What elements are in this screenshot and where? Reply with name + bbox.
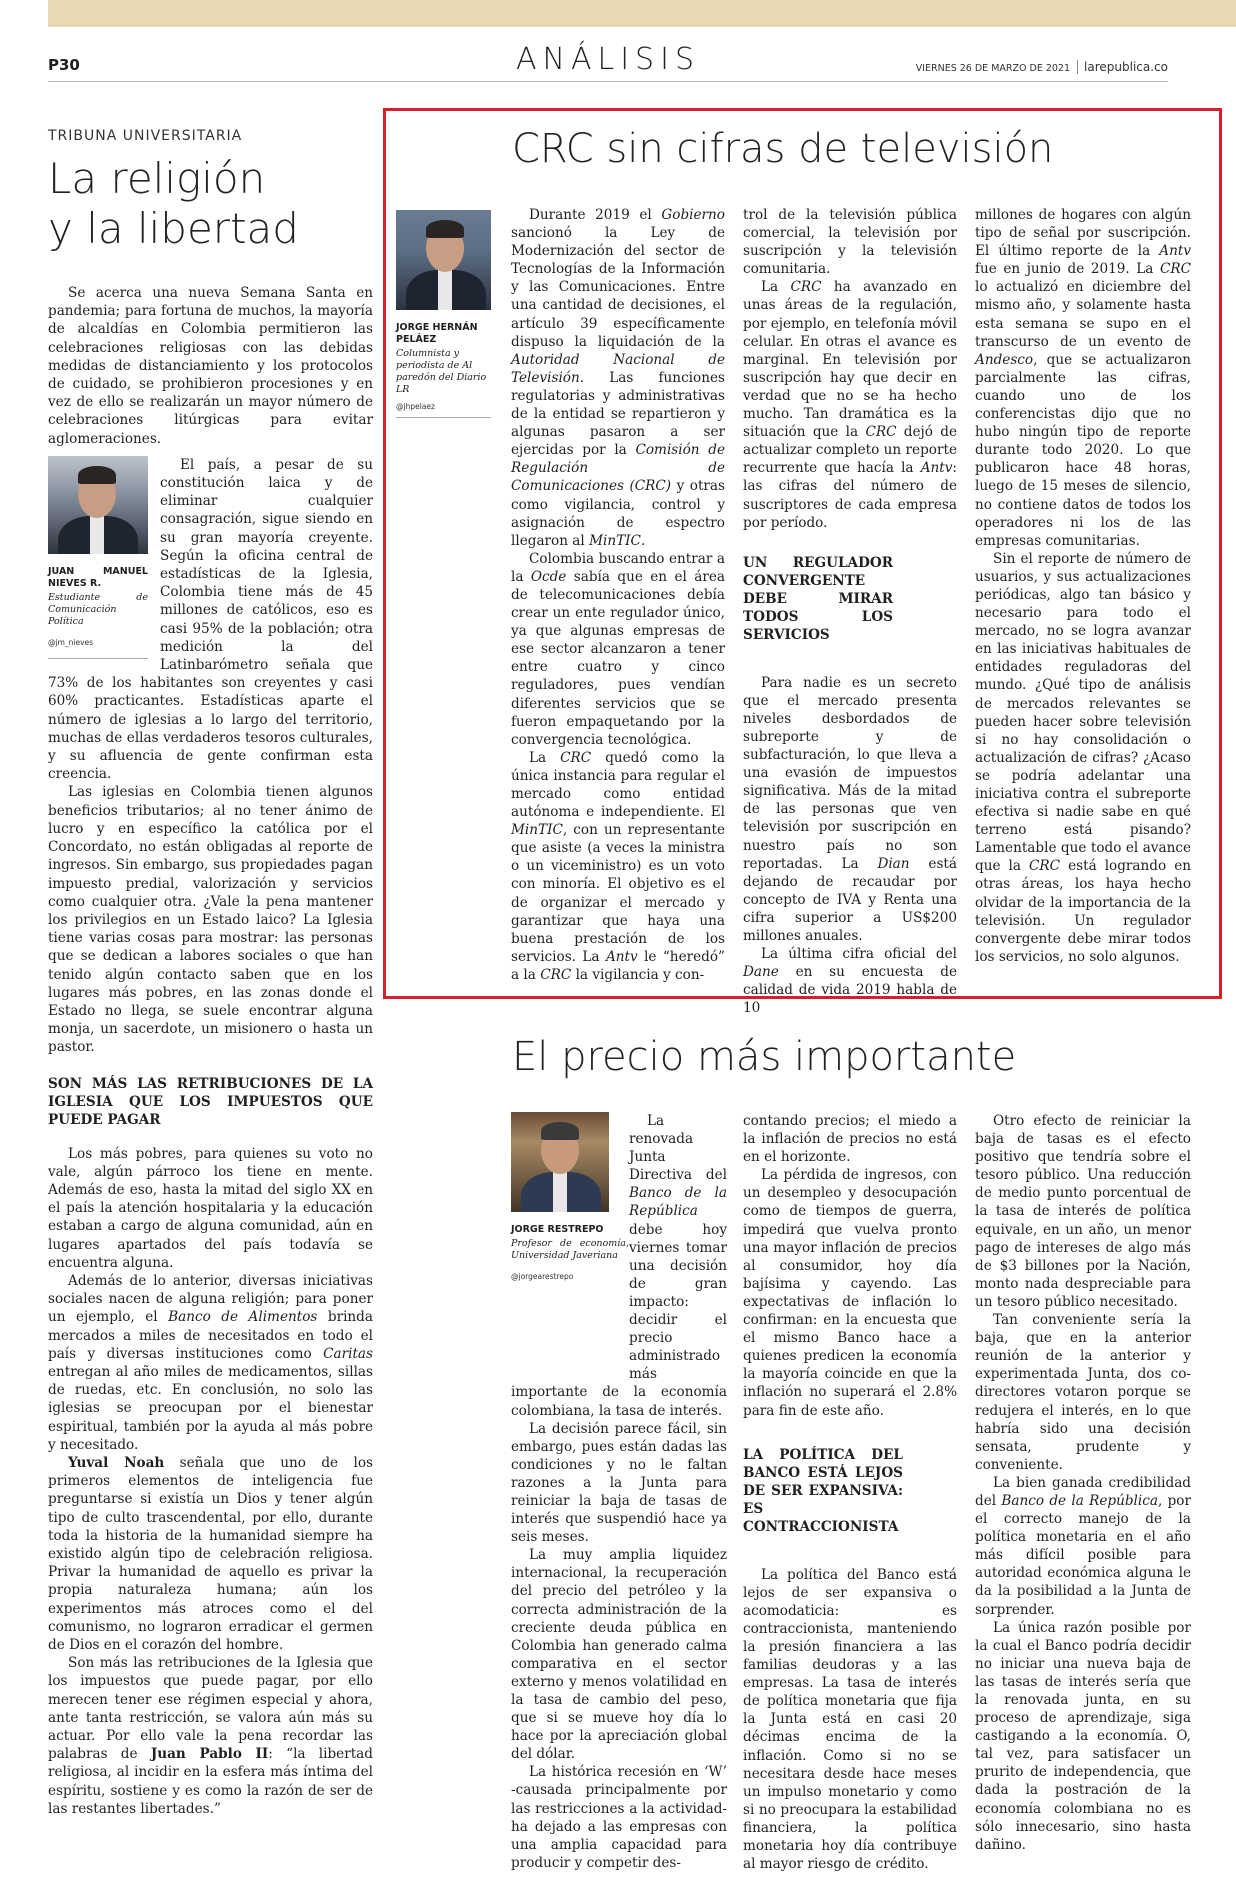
site-link[interactable]: larepublica.co — [1077, 60, 1168, 74]
author-box — [48, 456, 148, 659]
paragraph: Se acerca una nueva Semana Santa en pandemia; para fortuna de muchos, la mayoría de alcaldías en Colombia permitieron las celebraciones religiosas con las debidas medidas de distanciamiento y los protocolos de cuidado, se prohibieron procesiones y en vez de ello se realizarán un mayor número de celebraciones litúrgicas para evitar aglomeraciones. — [48, 285, 373, 447]
author-name: JUAN MANUEL NIEVES R. — [48, 565, 148, 589]
author-photo — [511, 1112, 609, 1212]
paragraph: La única razón posible por la cual el Banco podría decidir no iniciar una nueva baja de las tasas de interés sería que la renovada junta, en su proceso de aprendizaje, siga castigando a la economía. O, tal vez, para satisfacer un prurito de independencia, que dada la postración de la economía colombiana no es sólo innecesario, sino hasta dañino. — [975, 1619, 1191, 1853]
paragraph: Colombia buscando entrar a la Ocde sabía que en el área de telecomunicaciones debía crear un ente regulador único, ya que algunas empresas de ese sector alcanzaron a tener entre cuatro y cinco reguladores, pues vendían diferentes servicios que se fueron empaquetando por la convergencia tecnológica. — [511, 550, 725, 748]
title-line: y la libertad — [48, 204, 299, 253]
crc-column-2 — [743, 206, 957, 1017]
paragraph: Sin el reporte de número de usuarios, y sus actualizaciones periódicas, algo tan básico y necesario para todo el mercado, no se logra avanzar en las iniciativas habituales de entidades reguladoras del mundo. ¿Qué tipo de análisis de mercados relevantes se pueden hacer sobre televisión si no hay consolidación o actualización de cifras? ¿Acaso se podría adelantar una iniciativa contra el subreporte efectiva si nadie sabe en qué terreno está pisando? Lamentable que todo el avance que la CRC está logrando en otras áreas, los haya hecho olvidar de la importancia de la televisión. Un regulador convergente debe mirar todos los servicios, no solo algunos. — [975, 550, 1191, 965]
paragraph: La muy amplia liquidez internacional, la recuperación del precio del petróleo y la correcta administración de la creciente deuda pública en Colombia han generado calma comparativa en el sector externo y menos volatilidad en la tasa de cambio del peso, que si se mueve hoy día lo hace por la apreciación global del dólar. — [511, 1547, 727, 1763]
subheading: UN REGULADOR CONVERGENTE DEBE MIRAR TODOS LOS SERVICIOS — [743, 554, 893, 643]
paragraph: Son más las retribuciones de la Iglesia que los impuestos que puede pagar, por ello merecen tener ese régimen especial y ahora, ante tanta restricción, se valora aún más su actuar. Por ello vale la pena recordar las palabras de Juan Pablo II: “la libertad religiosa, al incidir en la esfera más íntima del espíritu, sostiene y es como la razón de ser de las restantes libertades.” — [48, 1655, 373, 1817]
crc-column-3 — [975, 206, 1191, 966]
article-title-crc: CRC sin cifras de televisión — [512, 126, 1054, 172]
paragraph: millones de hogares con algún tipo de señal por suscripción. El último reporte de la Antv fue en junio de 2019. La CRC lo actualizó en diciembre del mismo año, y solamente hasta esta semana se supo en el transcurso de un evento de Andesco, que se actualizaron parcialmente las cifras, cuando uno de los conferencistas dijo que no hubo ningún tipo de reporte durante todo 2020. Lo que publicaron hace 48 horas, luego de 15 meses de silencio, no contiene datos de todos los operadores ni los de las empresas comunitarias. — [975, 207, 1191, 549]
precio-column-1 — [511, 1112, 727, 1872]
author-box-precio — [511, 1112, 629, 1380]
author-handle[interactable]: @jorgearestrepo — [511, 1272, 574, 1281]
paragraph: La bien ganada credibilidad del Banco de la República, por el correcto manejo de la política monetaria en el año más difícil posible para autoridad económica alguna le da la posibilidad a la Junta de sorprender. — [975, 1474, 1191, 1618]
author-box-crc — [396, 210, 491, 418]
article-kicker: TRIBUNA UNIVERSITARIA — [48, 128, 243, 144]
paragraph: Durante 2019 el Gobierno sancionó la Ley de Modernización del sector de Tecnologías de la Información y las Comunicaciones. Entre una cantidad de decisiones, el artículo 39 específicamente dispuso la liquidación de la Autoridad Nacional de Televisión. Las funciones regulatorias y administrativas de la entidad se repartieron y algunas pasaron a ser ejercidas por la Comisión de Regulación de Comunicaciones (CRC) y otras como vigilancia, control y asignación de espectro llegaron al MinTIC. — [511, 207, 725, 549]
author-handle[interactable]: @jhpelaez — [396, 402, 435, 411]
paragraph: Yuval Noah señala que uno de los primeros elementos de inteligencia fue preguntarse si existía un Dios y tener algún tipo de culto trascendental, por ello, durante toda la historia de la humanidad siempre ha existido algún tipo de celebración religiosa. Privar la humanidad de aquello es privar la propia naturaleza humana; aún los experimentos más atroces como el del comunismo, no lograron erradicar el germen de Dios en el corazón del hombre. — [48, 1454, 373, 1654]
precio-column-2 — [743, 1112, 957, 1873]
paragraph: Los más pobres, para quienes su voto no vale, algún párroco los tiene en mente. Además de eso, hasta la mitad del siglo XX en el país la atención hospitalaria y la educación estaban a cargo de alguna comunidad, aún en lugares apartados del país todavía se encuentra alguna. — [48, 1145, 373, 1271]
article-religion — [48, 128, 373, 1818]
paragraph: La histórica recesión en ‘W’ -causada principalmente por las restricciones a la actividad- ha dejado a las empresas con una amplia capacidad para producir y competir des- — [511, 1764, 727, 1871]
author-role: Profesor de economía, Universidad Javeriana — [511, 1238, 629, 1261]
paragraph: Para nadie es un secreto que el mercado presenta niveles desbordados de subreporte y de subfacturación, lo que lleva a una evasión de impuestos significativa. Más de la mitad de las personas que ven televisión por suscripción en nuestro país no son reportadas. La Dian está dejando de recaudar por concepto de IVA y Renta una cifra superior a US$200 millones anuales. — [743, 674, 957, 944]
paragraph: La CRC ha avanzado en unas áreas de la regulación, por ejemplo, en telefonía móvil celular. En otras el avance es marginal. En televisión por suscripción hay que decir en verdad que no se ha hecho mucho. Tan dramática es la situación que la CRC dejó de actualizar completo un reporte recurrente que hacía la Antv: las cifras del número de suscriptores de cada empresa por período. — [743, 279, 958, 531]
dateline — [916, 60, 1168, 74]
article-title-precio: El precio más importante — [512, 1034, 1017, 1080]
paragraph: contando precios; el miedo a la inflación de precios no está en el horizonte. — [743, 1113, 957, 1166]
paragraph: trol de la televisión pública comercial, la televisión por suscripción y la televisión comunitaria. — [743, 207, 957, 278]
author-photo — [48, 456, 148, 554]
paragraph: La CRC quedó como la única instancia para regular el mercado como entidad autónoma e independiente. El MinTIC, con un representante que asiste (a veces la ministra o un viceministro) es un voto con minoría. El objetivo es el de organizar el mercado y garantizar que haya una buena prestación de los servicios. La Antv le “heredó” a la CRC la vigilancia y con- — [511, 749, 725, 983]
subheading: SON MÁS LAS RETRIBUCIONES DE LA IGLESIA QUE LOS IMPUESTOS QUE PUEDE PAGAR — [48, 1075, 373, 1128]
paragraph: Otro efecto de reiniciar la baja de tasas es el efecto positivo que tendría sobre el tesoro público. Una reducción de medio punto porcentual de la tasa de interés de política equivale, en un año, un menor pago de intereses de algo más de $3 billones por la Nación, monto nada despreciable para un tesoro público necesitado. — [975, 1113, 1191, 1310]
author-photo — [396, 210, 491, 310]
page-header — [48, 42, 1168, 82]
paragraph: El país, a pesar de su constitución laica y de eliminar cualquier consagración, sigue siendo en su gran mayoría creyente. Según la oficina central de estadísticas de la Iglesia, Colombia tiene más de 45 millones de católicos, eso es casi 95% de la población; otra medición la del Latinbarómetro señala que 73% de los habitantes son creyentes y casi 60% practicantes. Estadísticas aparte el número de iglesias a lo largo del territorio, muchas de ellas verdaderos tesoros culturales, y su afluencia de gente confirman esta creencia. — [48, 456, 373, 783]
page-number: P30 — [48, 56, 80, 74]
paragraph: Tan conveniente sería la baja, que en la anterior reunión de la anterior y experimentada Junta, dos co-directores votaron porque se redujera el interés, en lo que habría sido una decisión sensata, prudente y conveniente. — [975, 1312, 1191, 1473]
paragraph: La renovada Junta Directiva del Banco de la República debe hoy viernes tomar una decisión de gran impacto: decidir el precio administrado más importante de la economía colombiana, la tasa de interés. — [511, 1113, 727, 1419]
paragraph: La política del Banco está lejos de ser expansiva o acomodaticia: es contraccionista, manteniendo la presión financiera a las familias deudoras y a las empresas. La tasa de interés de política monetaria que fija la Junta está en casi 20 décimas encima de la inflación. Como si no se necesitara desde hace meses un impulso monetario y como si no preocupara la estabilidad financiera, la política monetaria hoy día contribuye al mayor riesgo de crédito. — [743, 1566, 957, 1873]
paragraph: Además de lo anterior, diversas iniciativas sociales nacen de alguna religión; para poner un ejemplo, el Banco de Alimentos brinda mercados a miles de necesitados en todo el país y diversas instituciones como Caritas entregan al año miles de medicamentos, sillas de ruedas, etc. En conclusión, no solo las iglesias se preocupan por el bienestar espiritual, también por la ayuda al más pobre y necesitado. — [48, 1272, 373, 1453]
top-color-band — [48, 0, 1236, 27]
article-title — [48, 154, 373, 254]
paragraph: La decisión parece fácil, sin embargo, pues están dadas las condiciones y no le faltan razones a la Junta para reiniciar la baja de tasas de interés que suspendió hace ya seis meses. — [511, 1420, 727, 1546]
title-line: La religión — [48, 154, 266, 203]
author-name: JORGE RESTREPO — [511, 1224, 604, 1235]
author-name: JORGE HERNÁN PELÁEZ — [396, 322, 478, 345]
issue-date: VIERNES 26 DE MARZO DE 2021 — [915, 63, 1071, 74]
article-body — [48, 284, 373, 1818]
author-handle[interactable]: @jm_nieves — [48, 637, 94, 647]
crc-column-1 — [511, 206, 725, 984]
section-title: ANÁLISIS — [516, 42, 700, 77]
precio-column-3 — [975, 1112, 1191, 1854]
paragraph: Las iglesias en Colombia tienen algunos beneficios tributarios; al no tener ánimo de lucro y en específico la católica por el Concordato, no están obligadas al reporte de ingresos. Sin embargo, sus propiedades pagan impuesto predial, valorización y servicios como cualquier otra. ¿Vale la pena mantener los privilegios en un Estado laico? La Iglesia tiene varias cosas para mostrar: las personas que se dedican a labores sociales o que han tenido algún contacto saben que en los lugares más pobres, en las zonas donde el Estado no llega, se suele encontrar alguna monja, un sacerdote, un misionero o hasta un pastor. — [48, 784, 373, 1056]
paragraph: La pérdida de ingresos, con un desempleo y desocupación como de tiempos de guerra, impedirá que vuelva pronto una mayor inflación de precios al consumidor, hoy día bajísima y cayendo. Las expectativas de inflación lo confirman: en la encuesta que el mismo Banco hace a quienes predicen la economía la mayoría coincide en que la inflación no superará el 2.8% para fin de este año. — [743, 1167, 957, 1419]
paragraph: La última cifra oficial del Dane en su encuesta de calidad de vida 2019 habla de 10 — [743, 946, 957, 1017]
author-role: Columnista y periodista de Al paredón del Diario LR — [396, 348, 487, 395]
author-role: Estudiante de Comunicación Política — [48, 591, 148, 627]
subheading: LA POLÍTICA DEL BANCO ESTÁ LEJOS DE SER EXPANSIVA: ES CONTRACCIONISTA — [743, 1446, 903, 1535]
